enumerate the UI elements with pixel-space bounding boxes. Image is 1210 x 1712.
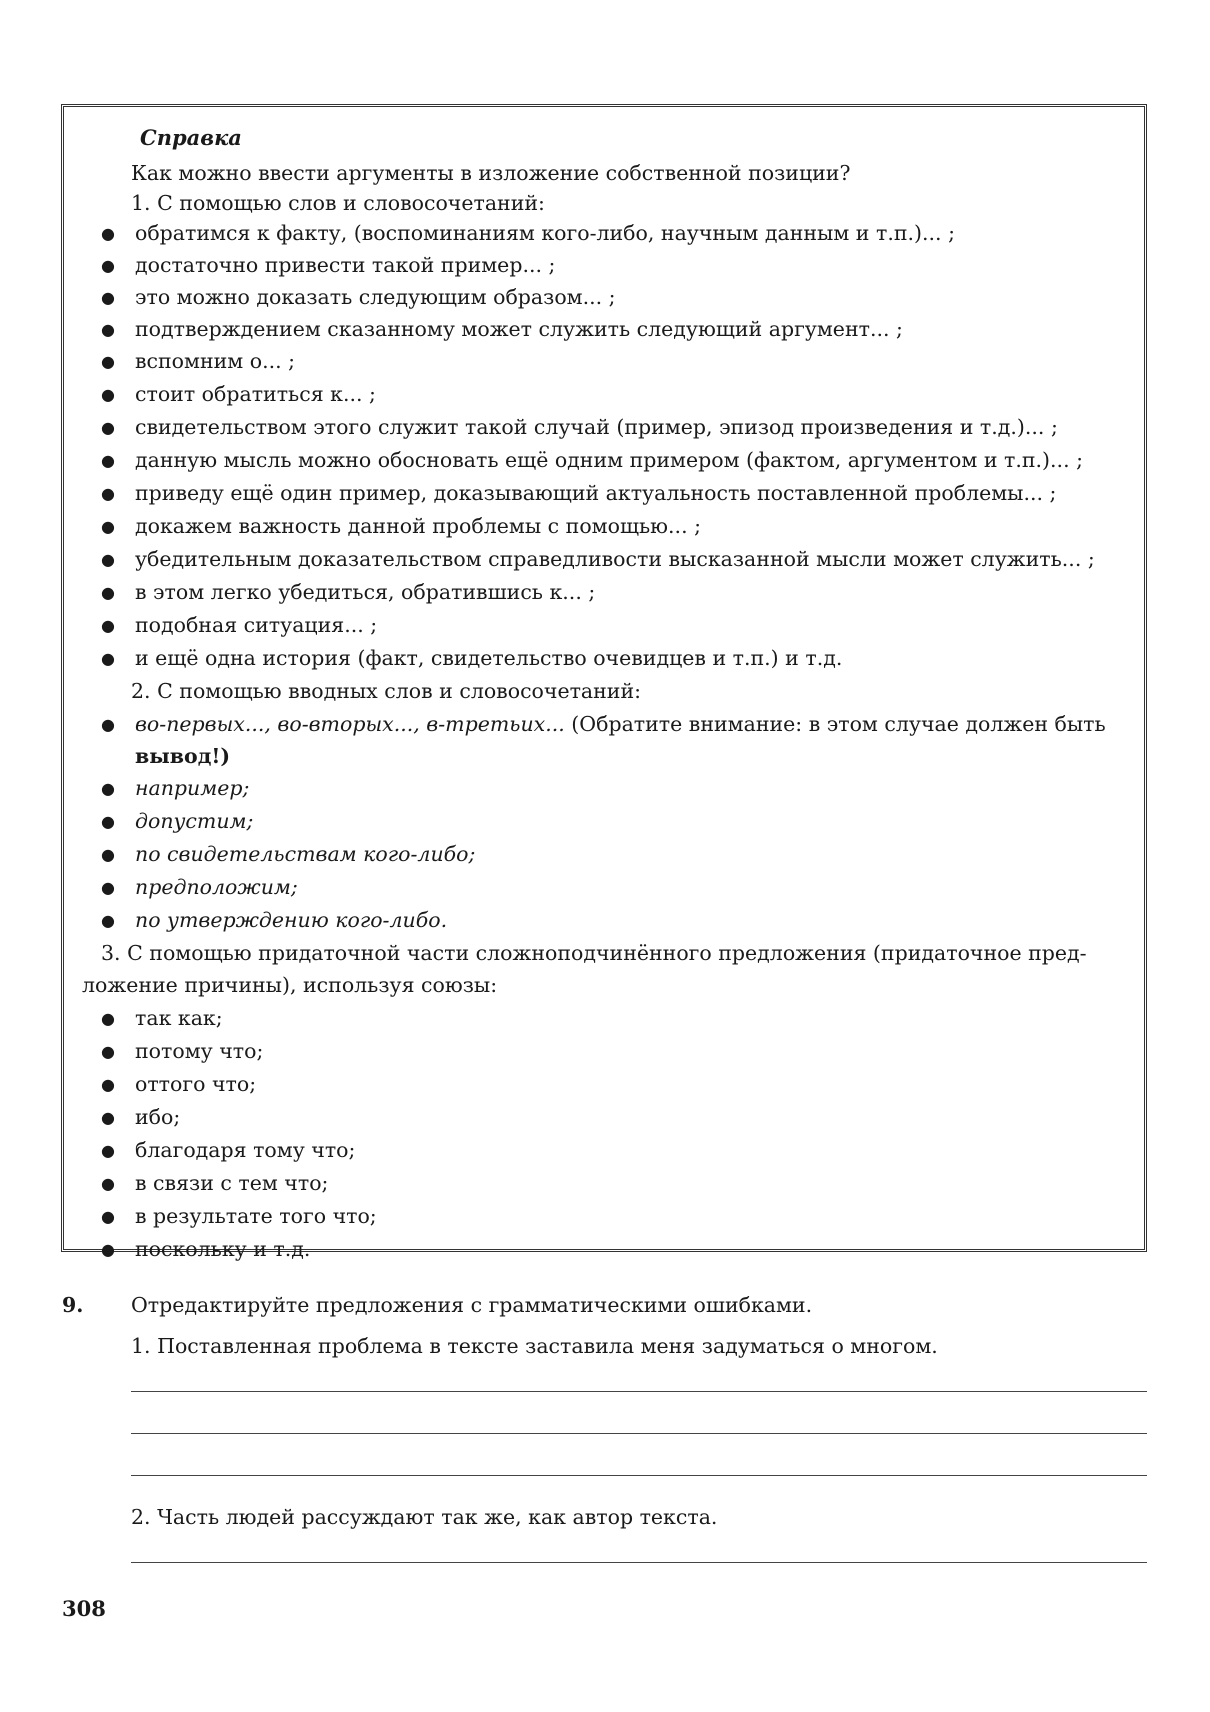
list-item: это можно доказать следующим образом... ; <box>135 285 616 309</box>
bullet-icon: ● <box>101 1207 115 1226</box>
list-item: данную мысль можно обосновать ещё одним примером (фактом, аргументом и т.п.)... ; <box>135 448 1084 472</box>
list-item: вспомним о... ; <box>135 349 296 373</box>
answer-line[interactable] <box>131 1475 1147 1476</box>
bullet-icon: ● <box>101 1009 115 1028</box>
list-item: приведу ещё один пример, доказывающий актуальность поставленной проблемы... ; <box>135 481 1057 505</box>
section1-title: 1. С помощью слов и словосочетаний: <box>131 191 545 215</box>
list-item: так как; <box>135 1006 223 1030</box>
bullet-icon: ● <box>101 1141 115 1160</box>
section3-title-line2: ложение причины), используя союзы: <box>82 973 498 997</box>
bullet-icon: ● <box>101 1174 115 1193</box>
list-item: ибо; <box>135 1105 181 1129</box>
list-item: оттого что; <box>135 1072 257 1096</box>
bullet-icon: ● <box>101 911 115 930</box>
reference-question: Как можно ввести аргументы в изложение собственной позиции? <box>131 161 851 185</box>
list-item: допустим; <box>135 809 254 833</box>
bullet-icon: ● <box>101 649 115 668</box>
bullet-icon: ● <box>101 715 115 734</box>
note-bracket: ) <box>220 744 231 768</box>
bullet-icon: ● <box>101 812 115 831</box>
task-number: 9. <box>62 1293 84 1317</box>
bullet-icon: ● <box>101 1240 115 1259</box>
list-item: подтверждением сказанному может служить следующий аргумент... ; <box>135 317 903 341</box>
list-item: например; <box>135 776 250 800</box>
list-item: поскольку и т.д. <box>135 1237 311 1261</box>
answer-line[interactable] <box>131 1391 1147 1392</box>
bullet-icon: ● <box>101 1075 115 1094</box>
bullet-icon: ● <box>101 550 115 569</box>
answer-line[interactable] <box>131 1433 1147 1434</box>
bullet-icon: ● <box>101 484 115 503</box>
task-instruction: Отредактируйте предложения с грамматическими ошибками. <box>131 1293 813 1317</box>
list-item: в этом легко убедиться, обратившись к... ; <box>135 580 596 604</box>
list-item: стоит обратиться к... ; <box>135 382 376 406</box>
list-item: по свидетельствам кого-либо; <box>135 842 476 866</box>
bullet-icon: ● <box>101 878 115 897</box>
note-bold: вывод! <box>135 744 221 768</box>
list-item: свидетельством этого служит такой случай (пример, эпизод произведения и т.д.)... ; <box>135 415 1058 439</box>
bullet-icon: ● <box>101 288 115 307</box>
page-number: 308 <box>62 1596 106 1621</box>
list-item: в результате того что; <box>135 1204 377 1228</box>
bullet-icon: ● <box>101 418 115 437</box>
bullet-icon: ● <box>101 845 115 864</box>
list-item: подобная ситуация... ; <box>135 613 378 637</box>
note-text: (Обратите внимание: в этом случае должен быть <box>564 712 1106 736</box>
bullet-icon: ● <box>101 320 115 339</box>
bullet-icon: ● <box>101 583 115 602</box>
list-item: достаточно привести такой пример... ; <box>135 253 556 277</box>
section2-title: 2. С помощью вводных слов и словосочетаний: <box>131 679 642 703</box>
bullet-icon: ● <box>101 224 115 243</box>
list-item: потому что; <box>135 1039 264 1063</box>
list-item: в связи с тем что; <box>135 1171 329 1195</box>
list-item: обратимся к факту, (воспоминаниям кого-либо, научным данным и т.п.)... ; <box>135 221 955 245</box>
list-item: и ещё одна история (факт, свидетельство очевидцев и т.п.) и т.д. <box>135 646 843 670</box>
bullet-icon: ● <box>101 1108 115 1127</box>
task-sentence-1: 1. Поставленная проблема в тексте заставила меня задуматься о многом. <box>131 1334 938 1358</box>
list-item-continuation <box>135 744 230 768</box>
bullet-icon: ● <box>101 517 115 536</box>
reference-heading: Справка <box>140 125 242 150</box>
ordinal-words: во-первых..., во-вторых..., в-третьих... <box>135 712 565 736</box>
bullet-icon: ● <box>101 385 115 404</box>
bullet-icon: ● <box>101 352 115 371</box>
bullet-icon: ● <box>101 1042 115 1061</box>
list-item: по утверждению кого-либо. <box>135 908 448 932</box>
bullet-icon: ● <box>101 779 115 798</box>
list-item <box>135 712 1106 736</box>
list-item: благодаря тому что; <box>135 1138 356 1162</box>
list-item: докажем важность данной проблемы с помощью... ; <box>135 514 702 538</box>
section3-title-line1: 3. С помощью придаточной части сложноподчинённого предложения (придаточное пред- <box>101 941 1087 965</box>
bullet-icon: ● <box>101 616 115 635</box>
bullet-icon: ● <box>101 451 115 470</box>
task-sentence-2: 2. Часть людей рассуждают так же, как автор текста. <box>131 1505 718 1529</box>
list-item: убедительным доказательством справедливости высказанной мысли может служить... ; <box>135 547 1095 571</box>
bullet-icon: ● <box>101 256 115 275</box>
answer-line[interactable] <box>131 1562 1147 1563</box>
list-item: предположим; <box>135 875 298 899</box>
